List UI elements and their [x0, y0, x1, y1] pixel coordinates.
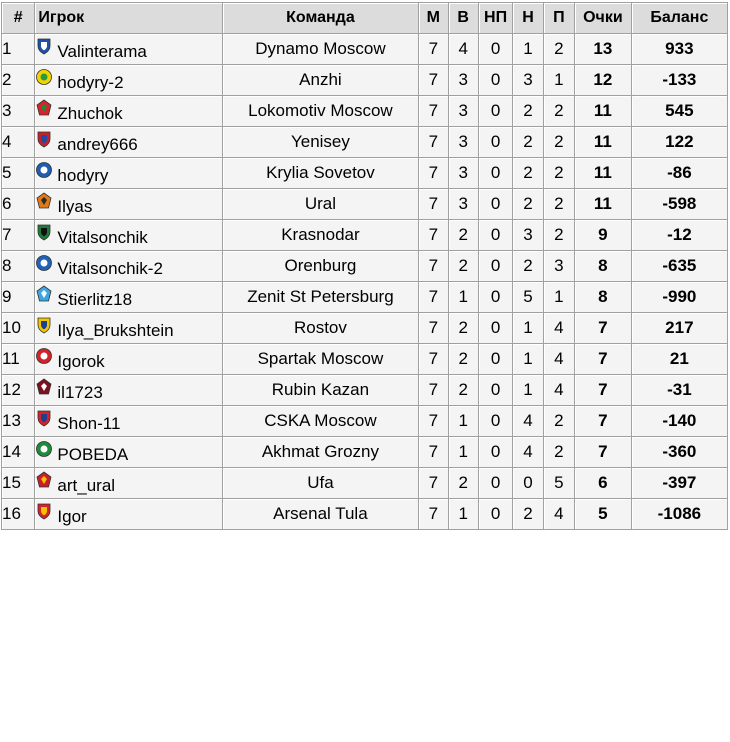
- losses-cell: 2: [544, 437, 575, 468]
- rostov-logo-icon: [35, 316, 53, 334]
- draws-cell: 1: [513, 313, 543, 344]
- table-row: [2, 34, 728, 65]
- player-cell[interactable]: [35, 406, 222, 437]
- losses-cell: 4: [544, 344, 575, 375]
- wins-cell: 2: [449, 251, 479, 282]
- balance-cell: -140: [632, 406, 728, 437]
- draws-cell: 5: [513, 282, 543, 313]
- played-cell: 7: [419, 127, 448, 158]
- losses-cell: 2: [544, 158, 575, 189]
- played-cell: 7: [419, 282, 448, 313]
- lokomotiv-moscow-logo-icon: [35, 99, 53, 117]
- no-bets-cell: 0: [479, 251, 513, 282]
- standings-body: [2, 34, 728, 530]
- losses-cell: 3: [544, 251, 575, 282]
- points-cell: 8: [575, 282, 632, 313]
- player-cell[interactable]: [35, 189, 222, 220]
- player-name[interactable]: Igor: [57, 506, 87, 526]
- table-row: [2, 344, 728, 375]
- header-no-bets[interactable]: НП: [479, 3, 513, 34]
- player-cell[interactable]: [35, 375, 222, 406]
- losses-cell: 2: [544, 34, 575, 65]
- player-name[interactable]: Shon-11: [57, 413, 121, 433]
- losses-cell: 4: [544, 499, 575, 530]
- player-cell[interactable]: [35, 499, 222, 530]
- team-cell: Krylia Sovetov: [223, 158, 419, 189]
- team-cell: Rostov: [223, 313, 419, 344]
- player-name[interactable]: andrey666: [57, 134, 138, 154]
- rank-cell: 1: [2, 34, 35, 65]
- ufa-logo-icon: [35, 471, 53, 489]
- rubin-logo-icon: [35, 378, 53, 396]
- draws-cell: 3: [513, 220, 543, 251]
- points-cell: 11: [575, 127, 632, 158]
- rank-cell: 9: [2, 282, 35, 313]
- table-row: [2, 437, 728, 468]
- points-cell: 11: [575, 96, 632, 127]
- header-played[interactable]: М: [419, 3, 448, 34]
- player-cell[interactable]: [35, 313, 222, 344]
- played-cell: 7: [419, 468, 448, 499]
- table-row: [2, 375, 728, 406]
- header-wins[interactable]: В: [449, 3, 479, 34]
- team-cell: Spartak Moscow: [223, 344, 419, 375]
- player-cell[interactable]: [35, 344, 222, 375]
- points-cell: 12: [575, 65, 632, 96]
- draws-cell: 1: [513, 34, 543, 65]
- player-name[interactable]: Vitalsonchik: [57, 227, 148, 247]
- played-cell: 7: [419, 158, 448, 189]
- losses-cell: 2: [544, 127, 575, 158]
- table-row: [2, 65, 728, 96]
- player-cell[interactable]: [35, 282, 222, 313]
- rank-cell: 16: [2, 499, 35, 530]
- losses-cell: 2: [544, 96, 575, 127]
- team-cell: Ural: [223, 189, 419, 220]
- table-row: [2, 251, 728, 282]
- points-cell: 11: [575, 158, 632, 189]
- player-cell[interactable]: [35, 34, 222, 65]
- points-cell: 7: [575, 437, 632, 468]
- team-cell: Krasnodar: [223, 220, 419, 251]
- balance-cell: 122: [632, 127, 728, 158]
- losses-cell: 5: [544, 468, 575, 499]
- team-cell: Rubin Kazan: [223, 375, 419, 406]
- arsenal-tula-logo-icon: [35, 502, 53, 520]
- no-bets-cell: 0: [479, 406, 513, 437]
- orenburg-logo-icon: [35, 254, 53, 272]
- player-name[interactable]: art_ural: [57, 475, 116, 495]
- draws-cell: 2: [513, 96, 543, 127]
- header-team[interactable]: Команда: [223, 3, 419, 34]
- team-cell: Arsenal Tula: [223, 499, 419, 530]
- standings-table: [1, 2, 728, 530]
- team-cell: Akhmat Grozny: [223, 437, 419, 468]
- player-name[interactable]: Valinterama: [57, 41, 147, 61]
- played-cell: 7: [419, 189, 448, 220]
- rank-cell: 6: [2, 189, 35, 220]
- balance-cell: -1086: [632, 499, 728, 530]
- losses-cell: 1: [544, 65, 575, 96]
- rank-cell: 14: [2, 437, 35, 468]
- header-balance[interactable]: Баланс: [632, 3, 728, 34]
- balance-cell: -31: [632, 375, 728, 406]
- table-row: [2, 499, 728, 530]
- losses-cell: 2: [544, 406, 575, 437]
- draws-cell: 1: [513, 375, 543, 406]
- header-player[interactable]: Игрок: [35, 3, 222, 34]
- player-name[interactable]: POBEDA: [57, 444, 129, 464]
- points-cell: 7: [575, 344, 632, 375]
- wins-cell: 3: [449, 189, 479, 220]
- player-cell[interactable]: [35, 65, 222, 96]
- team-cell: Yenisey: [223, 127, 419, 158]
- rank-cell: 11: [2, 344, 35, 375]
- header-rank[interactable]: #: [2, 3, 35, 34]
- draws-cell: 2: [513, 158, 543, 189]
- wins-cell: 3: [449, 96, 479, 127]
- team-cell: Zenit St Petersburg: [223, 282, 419, 313]
- header-draws[interactable]: Н: [513, 3, 543, 34]
- no-bets-cell: 0: [479, 282, 513, 313]
- balance-cell: -990: [632, 282, 728, 313]
- balance-cell: 933: [632, 34, 728, 65]
- losses-cell: 4: [544, 375, 575, 406]
- wins-cell: 1: [449, 406, 479, 437]
- rank-cell: 3: [2, 96, 35, 127]
- losses-cell: 4: [544, 313, 575, 344]
- player-name[interactable]: hodyry: [57, 165, 109, 185]
- rank-cell: 7: [2, 220, 35, 251]
- player-name[interactable]: Ilyas: [57, 196, 93, 216]
- no-bets-cell: 0: [479, 34, 513, 65]
- zenit-logo-icon: [35, 285, 53, 303]
- wins-cell: 2: [449, 344, 479, 375]
- player-name[interactable]: Vitalsonchik-2: [57, 258, 163, 278]
- balance-cell: -133: [632, 65, 728, 96]
- draws-cell: 3: [513, 65, 543, 96]
- spartak-logo-icon: [35, 347, 53, 365]
- wins-cell: 2: [449, 468, 479, 499]
- draws-cell: 2: [513, 127, 543, 158]
- yenisey-logo-icon: [35, 130, 53, 148]
- no-bets-cell: 0: [479, 313, 513, 344]
- no-bets-cell: 0: [479, 437, 513, 468]
- played-cell: 7: [419, 313, 448, 344]
- balance-cell: -12: [632, 220, 728, 251]
- points-cell: 8: [575, 251, 632, 282]
- wins-cell: 1: [449, 499, 479, 530]
- draws-cell: 1: [513, 344, 543, 375]
- player-cell[interactable]: [35, 158, 222, 189]
- played-cell: 7: [419, 406, 448, 437]
- draws-cell: 2: [513, 189, 543, 220]
- player-name[interactable]: Igorok: [57, 351, 105, 371]
- wins-cell: 3: [449, 127, 479, 158]
- points-cell: 7: [575, 406, 632, 437]
- table-row: [2, 127, 728, 158]
- team-cell: Dynamo Moscow: [223, 34, 419, 65]
- table-row: [2, 158, 728, 189]
- header-losses[interactable]: П: [544, 3, 575, 34]
- played-cell: 7: [419, 344, 448, 375]
- player-name[interactable]: Stierlitz18: [57, 289, 133, 309]
- draws-cell: 4: [513, 406, 543, 437]
- rank-cell: 12: [2, 375, 35, 406]
- player-cell[interactable]: [35, 220, 222, 251]
- played-cell: 7: [419, 437, 448, 468]
- table-row: [2, 96, 728, 127]
- draws-cell: 2: [513, 499, 543, 530]
- balance-cell: 21: [632, 344, 728, 375]
- player-cell[interactable]: [35, 127, 222, 158]
- team-cell: CSKA Moscow: [223, 406, 419, 437]
- rank-cell: 10: [2, 313, 35, 344]
- losses-cell: 2: [544, 220, 575, 251]
- draws-cell: 4: [513, 437, 543, 468]
- played-cell: 7: [419, 65, 448, 96]
- team-cell: Orenburg: [223, 251, 419, 282]
- table-row: [2, 406, 728, 437]
- krasnodar-logo-icon: [35, 223, 53, 241]
- team-cell: Ufa: [223, 468, 419, 499]
- balance-cell: -598: [632, 189, 728, 220]
- player-cell[interactable]: [35, 96, 222, 127]
- no-bets-cell: 0: [479, 344, 513, 375]
- points-cell: 7: [575, 313, 632, 344]
- wins-cell: 2: [449, 375, 479, 406]
- no-bets-cell: 0: [479, 158, 513, 189]
- losses-cell: 1: [544, 282, 575, 313]
- played-cell: 7: [419, 34, 448, 65]
- cska-logo-icon: [35, 409, 53, 427]
- no-bets-cell: 0: [479, 127, 513, 158]
- krylia-sovetov-logo-icon: [35, 161, 53, 179]
- balance-cell: -635: [632, 251, 728, 282]
- draws-cell: 0: [513, 468, 543, 499]
- wins-cell: 1: [449, 437, 479, 468]
- anzhi-logo-icon: [35, 68, 53, 86]
- wins-cell: 4: [449, 34, 479, 65]
- wins-cell: 3: [449, 65, 479, 96]
- team-cell: Anzhi: [223, 65, 419, 96]
- played-cell: 7: [419, 375, 448, 406]
- points-cell: 11: [575, 189, 632, 220]
- dynamo-moscow-logo-icon: [35, 37, 53, 55]
- rank-cell: 8: [2, 251, 35, 282]
- no-bets-cell: 0: [479, 499, 513, 530]
- losses-cell: 2: [544, 189, 575, 220]
- player-name[interactable]: Zhuchok: [57, 103, 123, 123]
- player-cell[interactable]: [35, 437, 222, 468]
- player-cell[interactable]: [35, 468, 222, 499]
- no-bets-cell: 0: [479, 96, 513, 127]
- rank-cell: 13: [2, 406, 35, 437]
- rank-cell: 2: [2, 65, 35, 96]
- player-name[interactable]: il1723: [57, 382, 103, 402]
- no-bets-cell: 0: [479, 65, 513, 96]
- wins-cell: 1: [449, 282, 479, 313]
- draws-cell: 2: [513, 251, 543, 282]
- header-points[interactable]: Очки: [575, 3, 632, 34]
- played-cell: 7: [419, 96, 448, 127]
- rank-cell: 5: [2, 158, 35, 189]
- rank-cell: 4: [2, 127, 35, 158]
- player-cell[interactable]: [35, 251, 222, 282]
- played-cell: 7: [419, 251, 448, 282]
- table-row: [2, 282, 728, 313]
- no-bets-cell: 0: [479, 375, 513, 406]
- no-bets-cell: 0: [479, 468, 513, 499]
- akhmat-logo-icon: [35, 440, 53, 458]
- rank-cell: 15: [2, 468, 35, 499]
- table-row: [2, 220, 728, 251]
- no-bets-cell: 0: [479, 220, 513, 251]
- points-cell: 9: [575, 220, 632, 251]
- table-row: [2, 313, 728, 344]
- table-row: [2, 189, 728, 220]
- no-bets-cell: 0: [479, 189, 513, 220]
- points-cell: 13: [575, 34, 632, 65]
- balance-cell: -86: [632, 158, 728, 189]
- wins-cell: 3: [449, 158, 479, 189]
- player-name[interactable]: Ilya_Brukshtein: [57, 320, 174, 340]
- player-name[interactable]: hodyry-2: [57, 72, 124, 92]
- balance-cell: -397: [632, 468, 728, 499]
- balance-cell: 545: [632, 96, 728, 127]
- wins-cell: 2: [449, 220, 479, 251]
- points-cell: 6: [575, 468, 632, 499]
- points-cell: 5: [575, 499, 632, 530]
- points-cell: 7: [575, 375, 632, 406]
- played-cell: 7: [419, 499, 448, 530]
- balance-cell: 217: [632, 313, 728, 344]
- balance-cell: -360: [632, 437, 728, 468]
- table-row: [2, 468, 728, 499]
- played-cell: 7: [419, 220, 448, 251]
- ural-logo-icon: [35, 192, 53, 210]
- table-header-row: [2, 3, 728, 34]
- wins-cell: 2: [449, 313, 479, 344]
- team-cell: Lokomotiv Moscow: [223, 96, 419, 127]
